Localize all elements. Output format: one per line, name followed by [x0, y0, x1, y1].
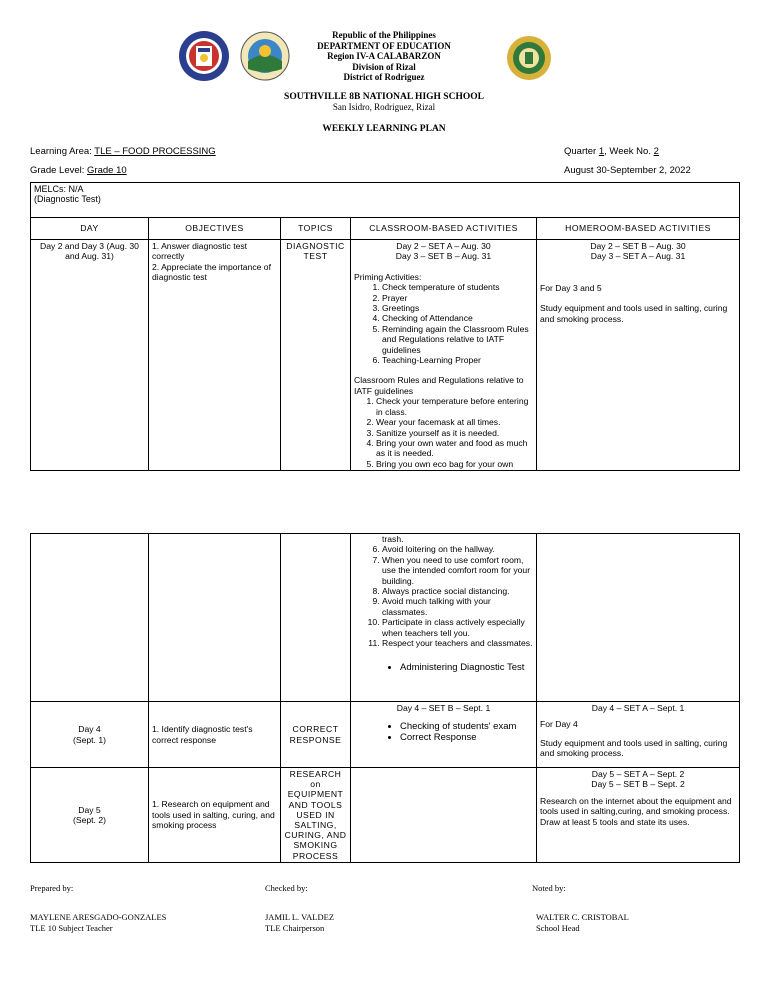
header-line: Republic of the Philippines [332, 30, 436, 40]
objectives-cell [149, 240, 281, 471]
quarter-week [564, 146, 659, 157]
list-item: 4. Checking of Attendance [382, 313, 533, 323]
noted-label: Noted by: [532, 883, 566, 893]
table-row [31, 768, 740, 863]
prepared-name: MAYLENE ARESGADO-GONZALES [30, 912, 167, 922]
set-line: Day 3 – SET B – Aug. 31 [395, 251, 492, 262]
classroom-cell [351, 768, 537, 863]
homeroom-for: For Day 4 [540, 719, 578, 730]
table-row [31, 534, 740, 702]
noted-block [536, 912, 629, 934]
homeroom-cell [537, 702, 740, 768]
document-title: WEEKLY LEARNING PLAN [322, 124, 446, 134]
list-item: 8. Always practice social distancing. [382, 586, 533, 596]
list-item: 3. Greetings [382, 303, 533, 313]
priming-list [354, 282, 533, 365]
noted-role: School Head [536, 923, 580, 933]
bullet-list [354, 662, 533, 673]
header-topics: TOPICS [281, 218, 351, 240]
quarter-value: 1 [598, 146, 605, 157]
melcs-row [31, 183, 740, 218]
topic-cell: CORRECT RESPONSE [281, 702, 351, 768]
set-line: Day 5 – SET A – Sept. 2 [591, 769, 685, 779]
objectives-cell: 1. Identify diagnostic test's correct response [149, 702, 281, 768]
day-date: (Sept. 1) [73, 734, 106, 745]
prepared-role: TLE 10 Subject Teacher [30, 923, 113, 933]
learning-plan-table-continued [30, 533, 740, 863]
header-objectives: OBJECTIVES [149, 218, 281, 240]
topic-cell: DIAGNOSTIC TEST [281, 240, 351, 471]
prepared-block [30, 912, 166, 934]
day-cell: Day 2 and Day 3 (Aug. 30 and Aug. 31) [31, 240, 149, 471]
agency-header [0, 30, 768, 83]
table-row [31, 240, 740, 471]
prepared-label: Prepared by: [30, 883, 74, 893]
list-item: 6. Teaching-Learning Proper [382, 355, 533, 365]
day-label: Day 4 [78, 724, 101, 735]
checked-label: Checked by: [265, 883, 308, 893]
day-label: Day 5 [78, 804, 101, 815]
header-line: District of Rodriguez [343, 72, 425, 82]
learning-plan-table [30, 182, 740, 471]
classroom-cell [351, 702, 537, 768]
list-item: 1. Check temperature of students [382, 282, 533, 292]
melcs-note: (Diagnostic Test) [34, 194, 101, 205]
header-classroom: CLASSROOM-BASED ACTIVITIES [351, 218, 537, 240]
objective-item: 1. Answer diagnostic test correctly [152, 241, 248, 262]
list-item: 6. Avoid loitering on the hallway. [382, 544, 533, 554]
school-address: San Isidro, Rodriguez, Rizal [332, 102, 436, 112]
set-line: Day 4 – SET A – Sept. 1 [591, 703, 685, 713]
classroom-cell [351, 240, 537, 471]
objectives-cell: 1. Research on equipment and tools used in salting, curing, and smoking process [149, 768, 281, 863]
header-line: Region IV-A CALABARZON [327, 51, 441, 61]
table-header-row [31, 218, 740, 240]
header-line: Division of Rizal [352, 61, 416, 72]
bullet-list [354, 721, 533, 743]
learning-area-value: TLE – FOOD PROCESSING [94, 146, 216, 157]
set-line: Day 2 – SET B – Aug. 30 [590, 241, 686, 251]
rules-title: Classroom Rules and Regulations relative to IATF guidelines [354, 375, 524, 396]
homeroom-task: Draw at least 5 tools and state its uses. [540, 816, 690, 827]
list-item: 10. Participate in class actively especially when teachers tell you. [382, 617, 533, 638]
list-item: 9. Avoid much talking with your classmates. [382, 596, 533, 617]
list-item: 3. Sanitize yourself as it is needed. [376, 428, 533, 438]
checked-block [265, 912, 334, 934]
learning-area [30, 146, 216, 157]
list-item: 2. Prayer [382, 293, 533, 303]
school-name: SOUTHVILLE 8B NATIONAL HIGH SCHOOL [284, 92, 484, 102]
checked-name: JAMIL L. VALDEZ [265, 912, 335, 922]
week-label: , Week No. [604, 146, 651, 157]
list-item: 5. Bring you own eco bag for your own [376, 459, 533, 469]
trash-line: trash. [382, 534, 404, 544]
homeroom-for: For Day 3 and 5 [540, 282, 602, 293]
header-homeroom: HOMEROOM-BASED ACTIVITIES [537, 218, 740, 240]
list-item: 2. Wear your facemask at all times. [376, 417, 533, 427]
set-line: Day 4 – SET B – Sept. 1 [396, 703, 491, 713]
list-item: 11. Respect your teachers and classmates. [382, 638, 533, 648]
set-line: Day 2 – SET A – Aug. 30 [396, 241, 491, 251]
classroom-cell [351, 534, 537, 702]
header-day: DAY [31, 218, 149, 240]
set-line: Day 3 – SET A – Aug. 31 [590, 251, 686, 262]
set-line: Day 5 – SET B – Sept. 2 [591, 779, 685, 790]
homeroom-task: Study equipment and tools used in salting, curing and smoking process. [540, 303, 728, 324]
date-range: August 30-September 2, 2022 [564, 165, 691, 176]
list-item: • Checking of students' exam [400, 721, 533, 732]
rules-list [354, 396, 533, 469]
week-value: 2 [653, 146, 659, 157]
quarter-label: Quarter [564, 146, 597, 157]
homeroom-cell [537, 240, 740, 471]
list-item: 4. Bring your own water and food as much as it is needed. [376, 438, 533, 459]
grade-value: Grade 10 [87, 165, 127, 176]
list-item: 1. Check your temperature before entering in class. [376, 396, 533, 417]
priming-title: Priming Activities: [354, 271, 422, 282]
homeroom-cell [537, 768, 740, 863]
checked-role: TLE Chairperson [265, 923, 325, 933]
homeroom-task: Study equipment and tools used in salting, curing and smoking process. [540, 737, 728, 759]
list-item: • Administering Diagnostic Test [400, 662, 533, 673]
table-row [31, 702, 740, 768]
grade-level [30, 165, 127, 176]
list-item: • Correct Response [400, 732, 533, 743]
homeroom-task: Research on the internet about the equipment and tools used in salting,curing, and smoking process. [540, 795, 732, 817]
objective-item: 2. Appreciate the importance of diagnostic test [152, 261, 271, 283]
grade-label: Grade Level: [30, 165, 85, 176]
day-cell [31, 768, 149, 863]
noted-name: WALTER C. CRISTOBAL [536, 912, 629, 922]
list-item: 7. When you need to use comfort room, use the intended comfort room for your building. [382, 555, 533, 586]
day-date: (Sept. 2) [73, 814, 106, 825]
list-item: 5. Reminding again the Classroom Rules and Regulations relative to IATF guidelines [382, 324, 533, 355]
topic-cell: RESEARCH on EQUIPMENT AND TOOLS USED IN SALTING, CURING, AND SMOKING PROCESS [281, 768, 351, 863]
rules-list-continued [354, 544, 533, 648]
header-line: DEPARTMENT OF EDUCATION [317, 40, 451, 51]
melcs-text: MELCs: N/A [34, 184, 84, 194]
learning-area-label: Learning Area: [30, 146, 92, 157]
day-cell [31, 702, 149, 768]
